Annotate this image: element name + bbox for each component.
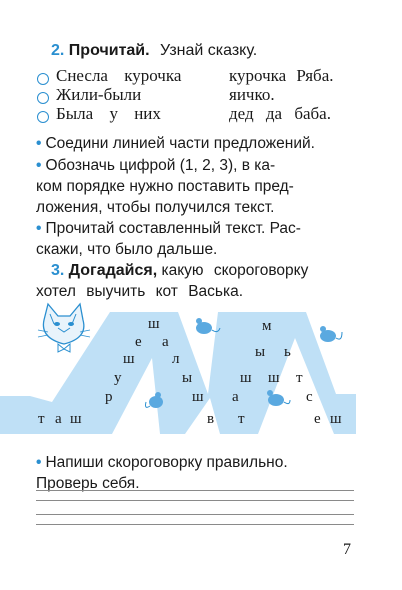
letter: ы [182,370,193,386]
letter: т [38,411,45,427]
letter: а [232,389,239,405]
instruction-2 [36,155,356,218]
task3-heading [36,260,356,302]
task3-title: Догадайся, [68,262,158,279]
right-part-1: курочка Ряба. [229,66,334,85]
letter: ш [330,411,342,427]
task3-instruction-line-2: Проверь себя. [36,475,140,492]
letter: е [314,411,321,427]
answer-circle-3[interactable] [37,111,49,123]
left-part-2: Жили-были [56,85,142,104]
task3-instruction [36,452,356,494]
letter: а [162,334,169,350]
letter: ы [255,344,266,360]
task2-title: Прочитай. [68,42,150,59]
left-part-3: Была у них [56,104,161,123]
bullet-icon: • [36,454,42,471]
answer-circle-2[interactable] [37,92,49,104]
letter: р [105,389,113,405]
instruction-2-line-3: ложения, чтобы получился текст. [36,199,275,216]
task3-instruction-line-1: Напиши скороговорку правильно. [45,454,288,471]
page-number: 7 [343,541,351,558]
bullet-icon: • [36,135,42,152]
letter: м [262,318,272,334]
bullet-icon: • [36,220,42,237]
mouse-icon [320,326,342,342]
letter: с [306,389,313,405]
cat-icon [38,304,90,352]
writing-line-3[interactable] [36,514,354,515]
instruction-3-line-1: Прочитай составленный текст. Рас- [45,220,301,237]
task2-number: 2. [51,42,65,59]
letter: ш [70,411,82,427]
letter: в [207,411,215,427]
task3-number: 3. [51,262,65,279]
letter: е [135,334,142,350]
instruction-1 [36,133,356,154]
letter: ш [240,370,252,386]
right-part-3: дед да баба. [229,104,331,123]
mouse-icon [146,392,164,408]
right-part-2: яичко. [229,85,275,104]
task3-text-2: хотел выучить кот Васька. [36,283,244,300]
instruction-2-line-2: ком порядке нужно поставить пред- [36,178,294,195]
letter: ш [148,316,160,332]
letter: у [114,370,122,386]
letter: л [172,351,180,367]
mouse-icon [267,390,290,406]
task2-subtitle: Узнай сказку. [160,42,258,59]
instruction-3 [36,218,356,260]
instruction-3-line-2: скажи, что было дальше. [36,241,218,258]
letter: ь [284,344,291,360]
task2-heading [51,42,257,60]
answer-circle-1[interactable] [37,73,49,85]
letter: ш [123,351,135,367]
writing-line-4[interactable] [36,524,354,525]
instruction-2-line-1: Обозначь цифрой (1, 2, 3), в ка- [45,157,276,174]
letter: а [55,411,62,427]
tongue-twister-puzzle [0,298,402,446]
task3-text-1: какую скороговорку [161,262,309,279]
left-part-1: Снесла курочка [56,66,182,85]
writing-line-2[interactable] [36,500,354,501]
bullet-icon: • [36,157,42,174]
instruction-1-text: Соедини линией части предложений. [45,135,315,152]
letter: ш [192,389,204,405]
letter: т [296,370,303,386]
letter: ш [268,370,280,386]
writing-line-1[interactable] [36,490,354,491]
letter: т [238,411,245,427]
